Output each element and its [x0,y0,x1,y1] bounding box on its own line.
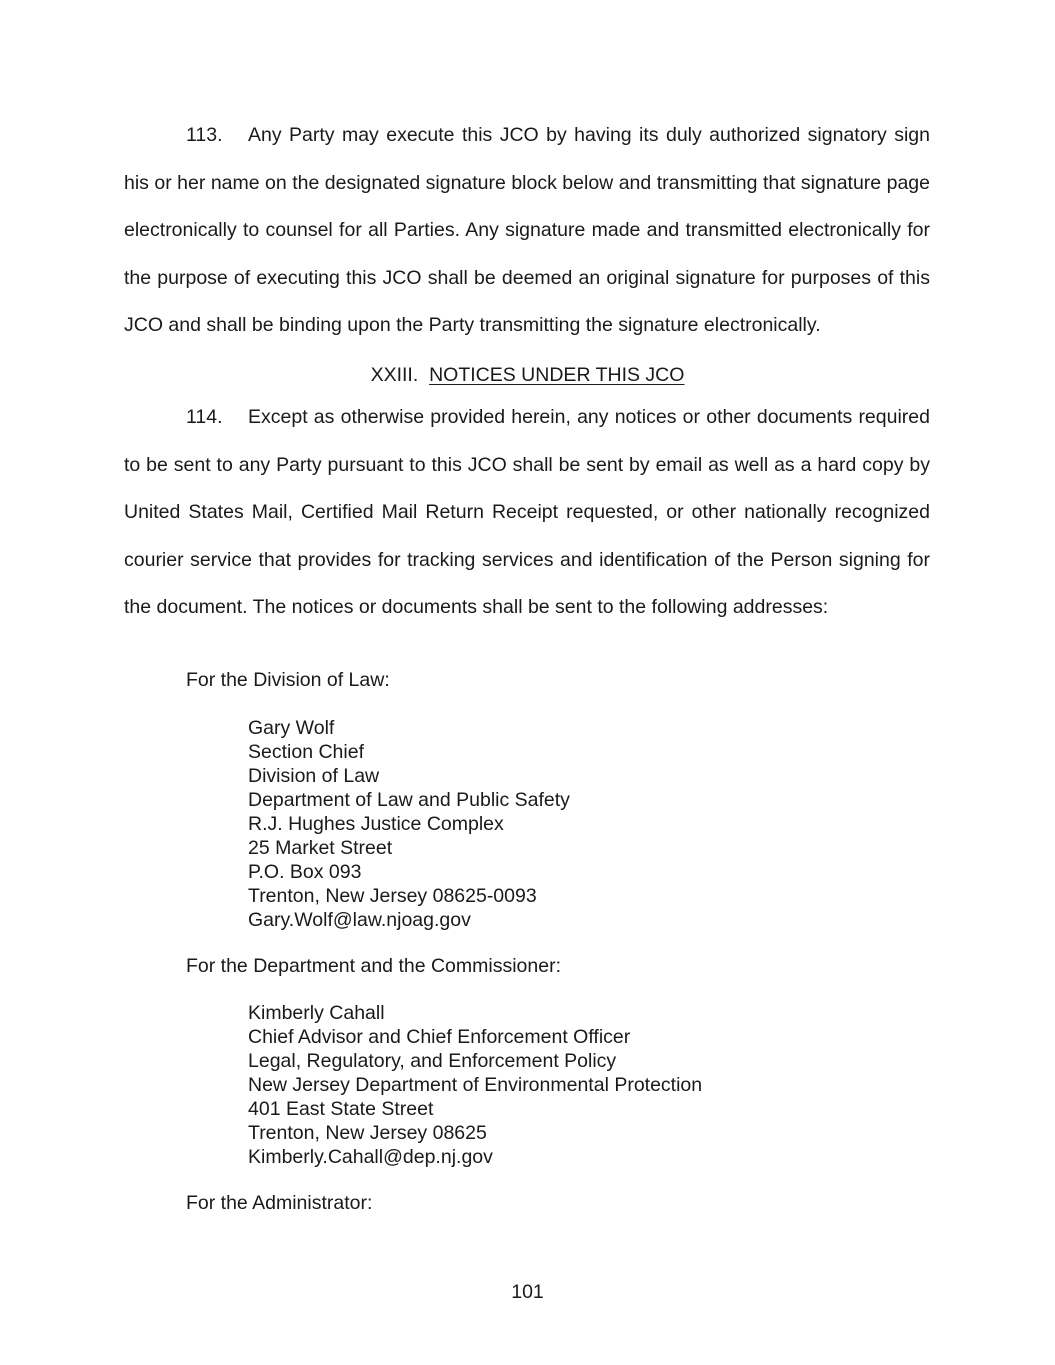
address-line: Chief Advisor and Chief Enforcement Officer [248,1026,631,1048]
address-line: Trenton, New Jersey 08625-0093 [248,885,537,907]
paragraph-114 [124,394,930,632]
section-title: NOTICES UNDER THIS JCO [429,364,685,386]
address-line: Division of Law [248,765,380,787]
paragraph-number: 114. [186,406,223,428]
department-commissioner-address [248,1001,702,1169]
section-heading [0,362,1055,388]
division-of-law-address [248,716,570,932]
address-line: Trenton, New Jersey 08625 [248,1122,487,1144]
section-numeral: XXIII. [370,364,419,386]
address-line: Kimberly Cahall [248,1002,385,1024]
address-line: Section Chief [248,741,364,763]
division-of-law-label: For the Division of Law: [186,669,390,691]
paragraph-text: Any Party may execute this JCO by having its duly authorized signatory sign his or her name on the designated signature block below and transmitting that signature page electronically to counsel for all Parties. Any signature made and transmitted electronically for the purpose of executing this JCO shall be deemed an original signature for purposes of this JCO and shall be binding upon the Party transmitting the signature electronically. [124,124,930,336]
address-line: 25 Market Street [248,837,393,859]
address-line: 401 East State Street [248,1098,434,1120]
address-line: New Jersey Department of Environmental Protection [248,1074,703,1096]
address-line: P.O. Box 093 [248,861,362,883]
department-commissioner-label: For the Department and the Commissioner: [186,955,561,977]
address-line: Gary Wolf [248,717,335,739]
paragraph-number: 113. [186,124,223,146]
administrator-label: For the Administrator: [186,1192,373,1214]
email-address: Kimberly.Cahall@dep.nj.gov [248,1146,493,1168]
paragraph-113 [124,112,930,350]
paragraph-text: Except as otherwise provided herein, any notices or other documents required to be sent to any Party pursuant to this JCO shall be sent by email as well as a hard copy by United States Mail, Certified Mail Return Receipt requested, or other nationally recognized courier service that provides for tracking services and identification of the Person signing for the document. The notices or documents shall be sent to the following addresses: [124,406,930,618]
page-number: 101 [511,1281,544,1303]
address-line: R.J. Hughes Justice Complex [248,813,504,835]
address-line: Department of Law and Public Safety [248,789,570,811]
email-address: Gary.Wolf@law.njoag.gov [248,909,471,931]
address-line: Legal, Regulatory, and Enforcement Policy [248,1050,617,1072]
